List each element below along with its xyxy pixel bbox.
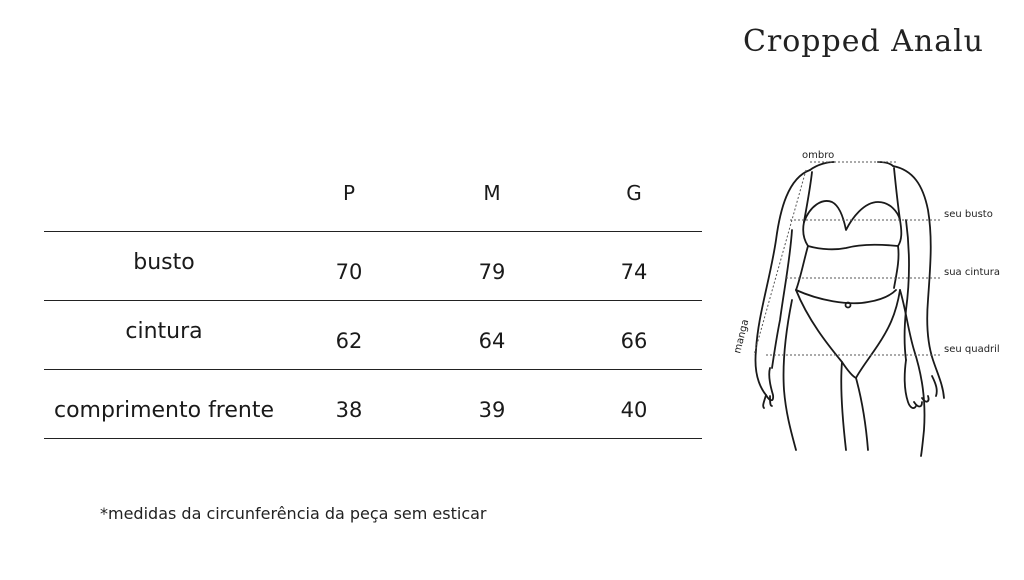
row-label-comprimento-frente: comprimento frente bbox=[53, 398, 275, 423]
table-row bbox=[44, 300, 702, 369]
row-label-cintura: cintura bbox=[125, 319, 203, 344]
body-outline-illustration bbox=[718, 140, 1018, 460]
table-cell: 39 bbox=[478, 398, 506, 422]
body-measurement-figure bbox=[718, 140, 1018, 460]
column-header-p: P bbox=[342, 181, 356, 205]
footnote: *medidas da circunferência da peça sem esticar bbox=[100, 504, 487, 523]
table-cell: 64 bbox=[478, 329, 506, 353]
column-header-g: G bbox=[626, 181, 642, 205]
label-bust: seu busto bbox=[944, 209, 993, 220]
label-hip: seu quadril bbox=[944, 344, 1000, 355]
table-header-row bbox=[44, 165, 702, 231]
table-row bbox=[44, 231, 702, 300]
table-cell: 79 bbox=[478, 260, 506, 284]
product-title: Cropped Analu bbox=[742, 24, 984, 59]
column-header-m: M bbox=[483, 181, 501, 205]
table-row bbox=[44, 369, 702, 439]
label-sleeve: manga bbox=[732, 318, 752, 355]
table-cell: 62 bbox=[335, 329, 363, 353]
table-cell: 38 bbox=[335, 398, 363, 422]
table-cell: 70 bbox=[335, 260, 363, 284]
label-shoulder: ombro bbox=[802, 150, 835, 161]
table-cell: 66 bbox=[620, 329, 648, 353]
size-table bbox=[44, 165, 702, 439]
table-cell: 40 bbox=[620, 398, 648, 422]
table-cell: 74 bbox=[620, 260, 648, 284]
row-label-busto: busto bbox=[133, 250, 195, 275]
label-waist: sua cintura bbox=[944, 267, 1000, 278]
